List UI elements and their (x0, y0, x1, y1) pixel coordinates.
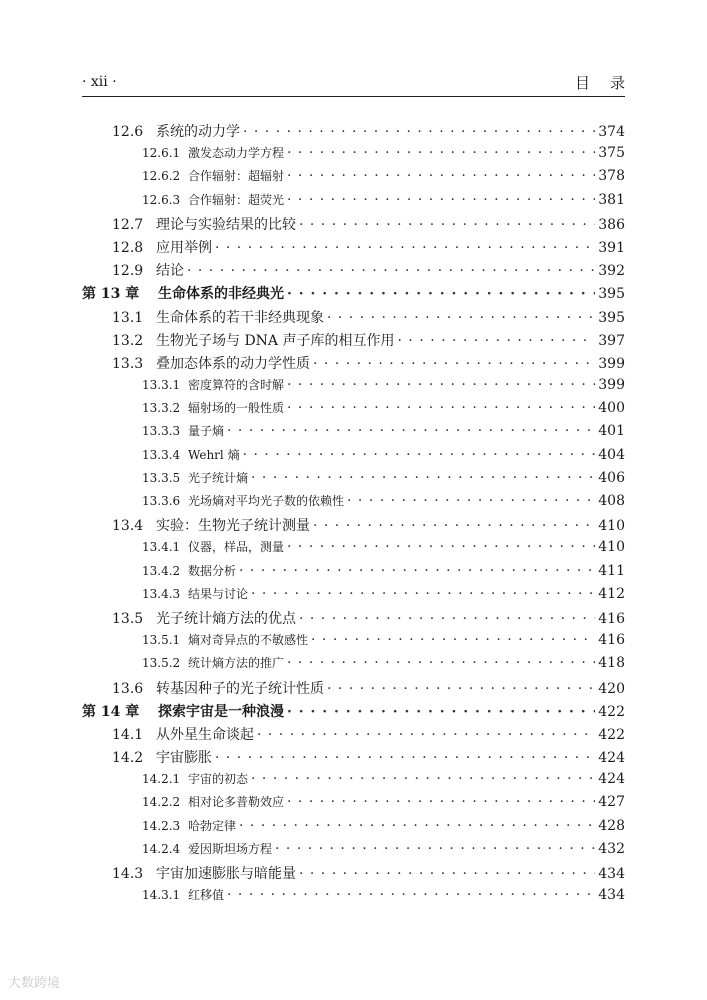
toc-section-entry (82, 121, 625, 144)
toc-section-entry (82, 353, 625, 376)
toc-subsection-entry (82, 399, 625, 422)
toc-entry-page-number: 391 (598, 239, 625, 256)
toc-leader-dots (227, 423, 595, 439)
toc-entry-title: 激发态动力学方程 (188, 146, 285, 161)
toc-entry-number: 13.4 (112, 518, 144, 535)
toc-section-entry (82, 260, 625, 283)
toc-entry-page-number: 412 (598, 585, 625, 602)
toc-entry-page-number: 392 (598, 263, 625, 280)
toc-entry-number: 第 13 章 (82, 286, 140, 303)
toc-entry-number: 13.5 (112, 610, 144, 627)
toc-leader-dots (287, 794, 595, 810)
toc-entry-number: 12.6.1 (142, 146, 181, 161)
toc-section-entry (82, 330, 625, 353)
toc-entry-number: 13.3.3 (142, 424, 181, 439)
toc-entry-title: 量子熵 (188, 424, 225, 439)
toc-entry-title: 红移值 (188, 888, 225, 903)
toc-leader-dots (313, 518, 595, 534)
toc-entry-title: 宇宙膨胀 (156, 750, 212, 767)
toc-entry-page-number: 434 (598, 887, 625, 904)
toc-subsection-entry (82, 167, 625, 190)
toc-entry-title: 密度算符的含时解 (188, 378, 285, 393)
toc-leader-dots (299, 611, 595, 627)
watermark: 大数跨境 (8, 976, 61, 991)
toc-entry-title: 辐射场的一般性质 (188, 401, 285, 416)
toc-entry-page-number: 411 (598, 562, 625, 579)
toc-subsection-entry (82, 562, 625, 585)
toc-entry-title: 结果与讨论 (188, 586, 249, 601)
toc-entry-title: 光子统计熵 (188, 470, 249, 485)
toc-entry-number: 12.7 (112, 216, 144, 233)
toc-leader-dots (299, 866, 595, 882)
toc-entry-title: 宇宙加速膨胀与暗能量 (156, 866, 296, 882)
toc-entry-page-number: 401 (598, 423, 625, 440)
toc-entry-title: 哈勃定律 (188, 818, 237, 833)
toc-entry-number: 12.9 (112, 263, 144, 280)
toc-leader-dots (347, 493, 595, 509)
toc-section-entry (82, 214, 625, 237)
toc-leader-dots (287, 145, 595, 161)
toc-leader-dots (287, 655, 595, 671)
toc-entry-number: 12.6.2 (142, 169, 181, 184)
toc-entry-page-number: 381 (598, 191, 625, 208)
toc-entry-title: 熵对奇异点的不敏感性 (188, 633, 309, 648)
toc-entry-page-number: 395 (598, 309, 625, 326)
toc-leader-dots (287, 400, 595, 416)
toc-entry-title: 仪器，样品，测量 (188, 540, 285, 555)
toc-leader-dots (251, 470, 595, 486)
toc-leader-dots (243, 124, 595, 140)
toc-section-entry (82, 307, 625, 330)
toc-section-entry (82, 678, 625, 701)
toc-entry-number: 14.3 (112, 866, 144, 882)
toc-section-entry (82, 747, 625, 770)
toc-subsection-entry (82, 144, 625, 167)
toc-section-entry (82, 237, 625, 260)
toc-entry-page-number: 395 (598, 286, 625, 303)
toc-entry-number: 13.3.5 (142, 470, 181, 485)
toc-entry-number: 12.6 (112, 124, 144, 140)
toc-subsection-entry (82, 191, 625, 214)
toc-entry-page-number: 399 (598, 355, 625, 372)
toc-entry-title: 合作辐射：超辐射 (188, 169, 285, 184)
toc-entry-page-number: 400 (598, 400, 625, 417)
toc-leader-dots (287, 539, 595, 555)
toc-entry-title: 光场熵对平均光子数的依赖性 (188, 494, 345, 508)
toc-entry-title: 转基因种子的光子统计性质 (156, 680, 324, 697)
toc-entry-number: 13.5.2 (142, 656, 181, 671)
toc-subsection-entry (82, 585, 625, 608)
toc-entry-title: 生命体系的若干非经典现象 (156, 309, 324, 326)
toc-entry-title: 实验：生物光子统计测量 (156, 518, 310, 535)
toc-entry-page-number: 410 (598, 539, 625, 556)
toc-section-entry (82, 608, 625, 631)
toc-entry-page-number: 375 (598, 145, 625, 162)
toc-entry-number: 13.3.1 (142, 378, 181, 393)
toc-entry-page-number: 378 (598, 168, 625, 185)
toc-entry-page-number: 434 (598, 866, 625, 882)
toc-leader-dots (215, 750, 595, 766)
toc-entry-title: 从外星生命谈起 (156, 726, 254, 743)
toc-entry-number: 14.2.4 (142, 841, 181, 856)
toc-entry-title: 数据分析 (188, 563, 237, 578)
toc-entry-page-number: 420 (598, 680, 625, 697)
toc-leader-dots (215, 240, 595, 256)
toc-entry-page-number: 406 (598, 469, 625, 486)
toc-entry-title: 探索宇宙是一种浪漫 (158, 703, 284, 720)
toc-leader-dots (287, 377, 595, 393)
toc-entry-title: 合作辐射：超荧光 (188, 192, 285, 207)
toc-subsection-entry (82, 492, 625, 515)
header-page-number: · xii · (82, 74, 117, 90)
toc-entry-number: 第 14 章 (82, 703, 140, 720)
toc-subsection-entry (82, 817, 625, 840)
toc-subsection-entry (82, 886, 625, 909)
toc-subsection-entry (82, 631, 625, 654)
toc-entry-number: 13.1 (112, 309, 144, 326)
toc-entry-number: 14.2 (112, 750, 144, 767)
toc-entry-page-number: 397 (598, 332, 625, 349)
toc-leader-dots (257, 727, 595, 743)
toc-leader-dots (299, 217, 595, 233)
toc-entry-page-number: 416 (598, 610, 625, 627)
toc-entry-title: 系统的动力学 (156, 124, 240, 140)
toc-leader-dots (239, 563, 595, 579)
toc-entry-number: 13.4.2 (142, 563, 181, 578)
toc-entry-number: 13.3 (112, 355, 144, 372)
toc-entry-title: 生命体系的非经典光 (158, 286, 284, 303)
toc-entry-title: 统计熵方法的推广 (188, 656, 285, 671)
toc-leader-dots (287, 192, 595, 208)
toc-leader-dots (398, 333, 596, 349)
toc-section-entry (82, 724, 625, 747)
toc-entry-number: 12.8 (112, 239, 144, 256)
toc-leader-dots (275, 841, 595, 857)
toc-subsection-entry (82, 840, 625, 863)
toc-chapter-entry (82, 701, 625, 724)
toc-entry-title: 叠加态体系的动力学性质 (156, 355, 310, 372)
toc-entry-title: 爱因斯坦场方程 (188, 841, 273, 856)
toc-entry-title: 应用举例 (156, 239, 212, 256)
toc-entry-number: 14.2.3 (142, 818, 181, 833)
toc-section-entry (82, 863, 625, 886)
toc-entry-number: 13.6 (112, 680, 144, 697)
toc-entry-page-number: 427 (598, 794, 625, 811)
toc-entry-page-number: 422 (598, 726, 625, 743)
toc-subsection-entry (82, 770, 625, 793)
toc-leader-dots (227, 887, 595, 903)
toc-subsection-entry (82, 422, 625, 445)
toc-entry-title: 理论与实验结果的比较 (156, 216, 296, 233)
toc-subsection-entry (82, 469, 625, 492)
toc-entry-number: 13.4.3 (142, 586, 181, 601)
toc-leader-dots (251, 586, 595, 602)
toc-subsection-entry (82, 538, 625, 561)
toc-entry-title: 光子统计熵方法的优点 (156, 610, 296, 627)
toc-leader-dots (327, 681, 595, 697)
toc-entry-page-number: 424 (598, 771, 625, 788)
toc-entry-title: 生物光子场与 DNA 声子库的相互作用 (156, 332, 395, 349)
toc-entry-page-number: 422 (598, 703, 625, 720)
toc-entry-page-number: 416 (598, 632, 625, 649)
toc-entry-page-number: 432 (598, 840, 625, 857)
toc-leader-dots (287, 168, 595, 184)
toc-entry-page-number: 404 (598, 446, 625, 463)
toc-entry-page-number: 408 (598, 493, 625, 509)
table-of-contents (82, 121, 625, 909)
toc-entry-number: 14.2.1 (142, 772, 181, 787)
toc-entry-page-number: 399 (598, 377, 625, 394)
toc-leader-dots (243, 447, 596, 463)
toc-entry-number: 14.2.2 (142, 795, 181, 810)
toc-entry-number: 13.2 (112, 332, 144, 349)
toc-leader-dots (311, 632, 595, 648)
toc-entry-page-number: 424 (598, 750, 625, 767)
toc-subsection-entry (82, 446, 625, 469)
toc-entry-number: 12.6.3 (142, 192, 181, 207)
toc-entry-page-number: 374 (598, 124, 625, 140)
toc-entry-number: 13.3.6 (142, 494, 181, 508)
toc-entry-title: Wehrl 熵 (188, 447, 240, 462)
toc-entry-number: 14.3.1 (142, 888, 181, 903)
toc-leader-dots (287, 286, 595, 302)
toc-leader-dots (287, 704, 595, 720)
toc-leader-dots (239, 818, 595, 834)
toc-entry-page-number: 428 (598, 817, 625, 834)
running-header (82, 72, 645, 97)
toc-leader-dots (327, 310, 595, 326)
toc-entry-title: 宇宙的初态 (188, 772, 249, 787)
toc-subsection-entry (82, 793, 625, 816)
toc-entry-page-number: 386 (598, 216, 625, 233)
toc-leader-dots (313, 356, 595, 372)
toc-entry-page-number: 410 (598, 518, 625, 535)
toc-entry-number: 13.4.1 (142, 540, 181, 555)
toc-chapter-entry (82, 283, 625, 306)
toc-entry-number: 13.5.1 (142, 633, 181, 648)
toc-subsection-entry (82, 376, 625, 399)
toc-entry-title: 相对论多普勒效应 (188, 795, 285, 810)
toc-entry-number: 13.3.4 (142, 447, 181, 462)
toc-subsection-entry (82, 654, 625, 677)
toc-section-entry (82, 515, 625, 538)
toc-entry-number: 13.3.2 (142, 401, 181, 416)
toc-entry-title: 结论 (156, 263, 184, 280)
toc-leader-dots (251, 771, 595, 787)
toc-entry-page-number: 418 (598, 655, 625, 672)
header-title: 目录 (574, 74, 645, 92)
toc-leader-dots (187, 263, 595, 279)
toc-entry-number: 14.1 (112, 726, 144, 743)
